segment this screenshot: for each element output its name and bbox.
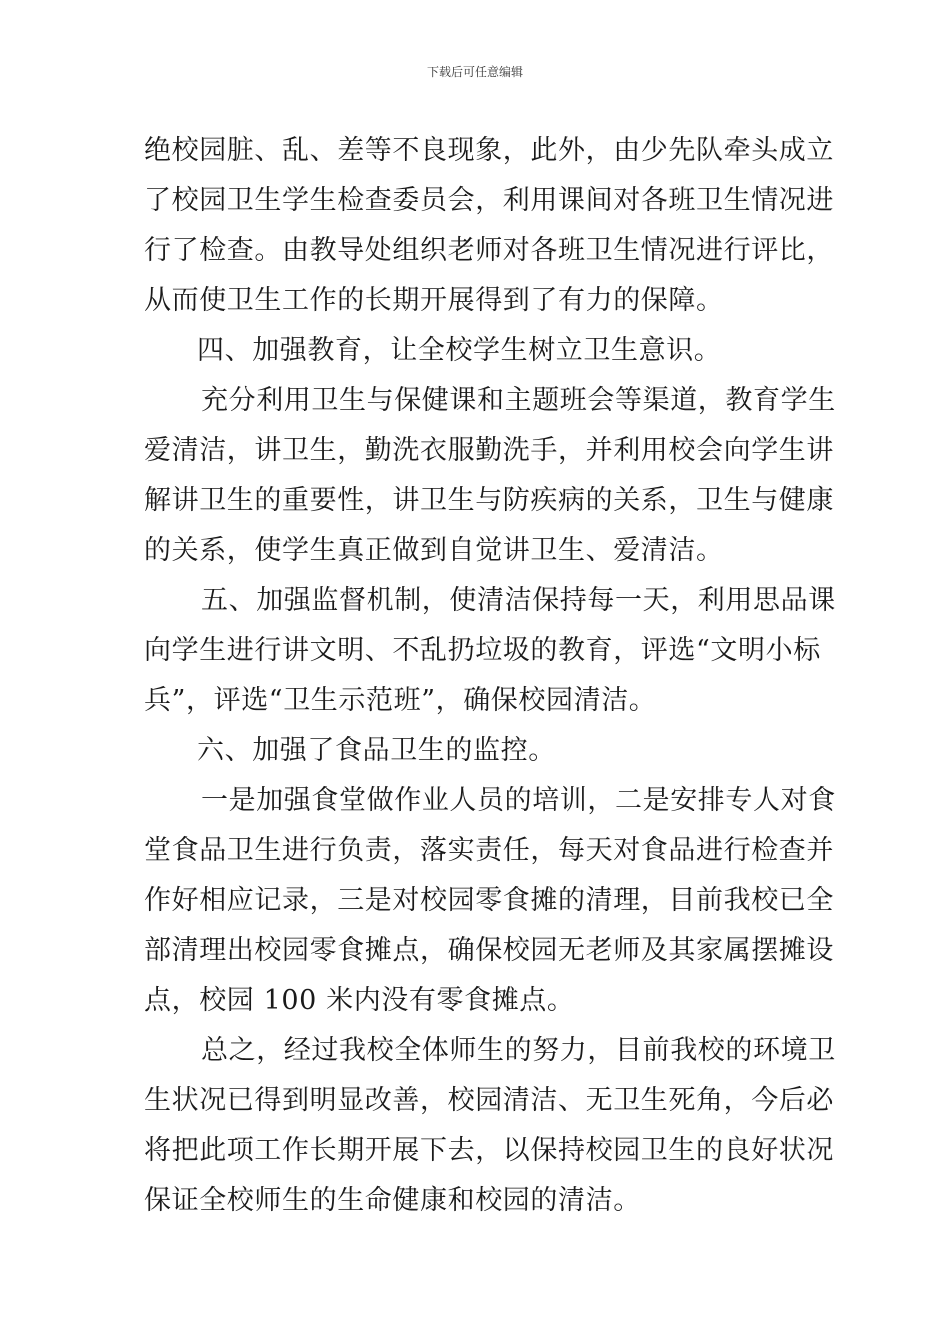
text-line: 部清理出校园零食摊点，确保校园无老师及其家属摆摊设	[144, 935, 834, 966]
text-line: 保证全校师生的生命健康和校园的清洁。	[144, 1185, 641, 1216]
text-line: 点，校园 100 米内没有零食摊点。	[144, 985, 575, 1016]
page-header: 下载后可任意编辑	[426, 65, 523, 79]
text-line: 爱清洁，讲卫生，勤洗衣服勤洗手，并利用校会向学生讲	[144, 435, 834, 466]
text-line: 将把此项工作长期开展下去，以保持校园卫生的良好状况	[144, 1135, 834, 1166]
text-line: 一是加强食堂做作业人员的培训，二是安排专人对食	[201, 785, 836, 816]
text-line: 从而使卫生工作的长期开展得到了有力的保障。	[144, 285, 724, 316]
text-line: 解讲卫生的重要性，讲卫生与防疾病的关系，卫生与健康	[144, 485, 834, 516]
text-line: 生状况已得到明显改善，校园清洁、无卫生死角，今后必	[144, 1085, 834, 1116]
text-line: 向学生进行讲文明、不乱扔垃圾的教育，评选“文明小标	[144, 635, 821, 666]
section-heading: 四、加强教育，让全校学生树立卫生意识。	[197, 335, 722, 366]
text-line: 作好相应记录，三是对校园零食摊的清理，目前我校已全	[144, 885, 834, 916]
text-line: 的关系，使学生真正做到自觉讲卫生、爱清洁。	[144, 535, 724, 566]
section-heading: 六、加强了食品卫生的监控。	[197, 735, 556, 766]
text-line: 绝校园脏、乱、差等不良现象，此外，由少先队牵头成立	[144, 135, 834, 166]
text-line: 总之，经过我校全体师生的努力，目前我校的环境卫	[201, 1035, 836, 1066]
text-line: 充分利用卫生与保健课和主题班会等渠道，教育学生	[201, 385, 836, 416]
text-line: 了校园卫生学生检查委员会，利用课间对各班卫生情况进	[144, 185, 834, 216]
text-line: 兵”，评选“卫生示范班”，确保校园清洁。	[144, 685, 657, 716]
document-body	[144, 126, 836, 1226]
section-heading: 五、加强监督机制，使清洁保持每一天，利用思品课	[201, 585, 836, 616]
text-line: 堂食品卫生进行负责，落实责任，每天对食品进行检查并	[144, 835, 834, 866]
text-line: 行了检查。由教导处组织老师对各班卫生情况进行评比，	[144, 235, 834, 266]
